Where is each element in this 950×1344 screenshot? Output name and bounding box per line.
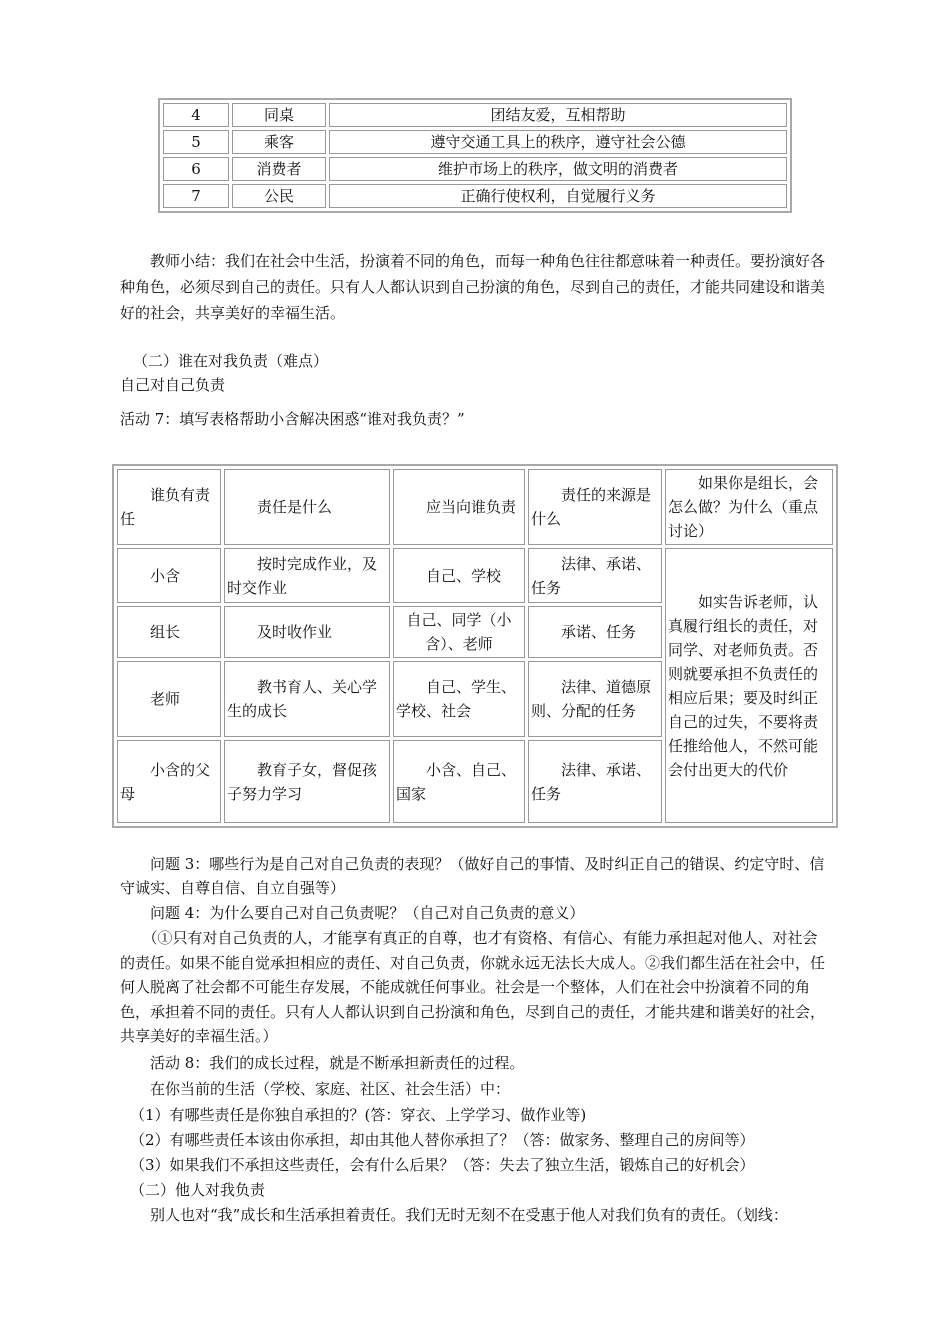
- duty-cell: 维护市场上的秩序，做文明的消费者: [329, 157, 787, 181]
- who-cell: 小含: [117, 548, 221, 602]
- role-cell: 消费者: [232, 157, 326, 181]
- activity-7: 活动 7：填写表格帮助小含解决困惑“谁对我负责？”: [120, 410, 465, 428]
- to-whom-cell: 自己、学生、学校、社会: [393, 661, 525, 737]
- header-to-whom: 应当向谁负责: [393, 469, 525, 545]
- section-title-who-responsible: （二）谁在对我负责（难点）: [133, 352, 329, 370]
- to-whom-cell: 自己、同学（小含）、老师: [393, 606, 525, 658]
- duty-cell: 团结友爱，互相帮助: [329, 103, 787, 127]
- what-cell: 按时完成作业，及时交作业: [224, 548, 390, 602]
- to-whom-cell: 小含、自己、国家: [393, 740, 525, 823]
- table-row: [163, 157, 787, 181]
- row-number: 4: [163, 103, 229, 127]
- answer-4: （①只有对自己负责的人，才能享有真正的自尊，也才有资格、有信心、有能力承担起对他人、对社会的责任。如果不能自觉承担相应的责任、对自己负责，你就永远无法长大成人。②我们都生活在社会中，任何人脱离了社会都不可能生存发展，不能成就任何事业。社会是一个整体，人们在社会中扮演着不同的角色，承担着不同的责任。只有人人都认识到自己扮演和角色，尽到自己的责任，才能共建和谐美好的社会，共享美好的幸福生活。）: [120, 929, 826, 1046]
- who-cell: 小含的父母: [117, 740, 221, 823]
- source-cell: 法律、承诺、任务: [528, 548, 662, 602]
- to-whom-cell: 自己、学校: [393, 548, 525, 602]
- current-life-prompt: 在你当前的生活（学校、家庭、社区、社会生活）中：: [150, 1080, 511, 1098]
- header-if-leader: 如果你是组长，会怎么做？为什么（重点讨论）: [665, 469, 833, 545]
- leader-answer-cell: 如实告诉老师，认真履行组长的责任，对同学、对老师负责。否则就要承担不负责任的相应后果；要及时纠正自己的过失，不要将责任推给他人，不然可能会付出更大的代价: [665, 548, 833, 823]
- duty-cell: 正确行使权利，自觉履行义务: [329, 184, 787, 208]
- table-row: [163, 103, 787, 127]
- list-item: （1）有哪些责任是你独自承担的？(答：穿衣、上学学习、做作业等): [130, 1106, 587, 1124]
- source-cell: 法律、道德原则、分配的任务: [528, 661, 662, 737]
- last-line: 别人也对“我”成长和生活承担着责任。我们无时无刻不在受惠于他人对我们负有的责任。（划线：: [150, 1206, 788, 1224]
- who-cell: 老师: [117, 661, 221, 737]
- role-cell: 同桌: [232, 103, 326, 127]
- what-cell: 教书育人、关心学生的成长: [224, 661, 390, 737]
- table-row: [163, 184, 787, 208]
- what-cell: 及时收作业: [224, 606, 390, 658]
- list-item: （3）如果我们不承担这些责任，会有什么后果？（答：失去了独立生活，锻炼自己的好机会）: [130, 1156, 755, 1174]
- header-who: 谁负有责任: [117, 469, 221, 545]
- subtitle-self-responsible: 自己对自己负责: [120, 376, 226, 394]
- header-what: 责任是什么: [224, 469, 390, 545]
- list-item: （2）有哪些责任本该由你承担，却由其他人替你承担了？（答：做家务、整理自己的房间等）: [130, 1131, 755, 1149]
- table-header-row: [117, 469, 833, 545]
- table-row: [117, 548, 833, 602]
- roles-table: [158, 98, 792, 213]
- row-number: 6: [163, 157, 229, 181]
- header-source: 责任的来源是什么: [528, 469, 662, 545]
- role-cell: 乘客: [232, 130, 326, 154]
- who-cell: 组长: [117, 606, 221, 658]
- what-cell: 教育子女，督促孩子努力学习: [224, 740, 390, 823]
- question-3: 问题 3：哪些行为是自己对自己负责的表现？（做好自己的事情、及时纠正自己的错误、约定守时、信守诚实、自尊自信、自立自强等）: [120, 855, 825, 897]
- row-number: 5: [163, 130, 229, 154]
- teacher-summary: 教师小结：我们在社会中生活，扮演着不同的角色，而每一种角色往往都意味着一种责任。要扮演好各种角色，必须尽到自己的责任。只有人人都认识到自己扮演的角色，尽到自己的责任，才能共同建设和谐美好的社会，共享美好的幸福生活。: [120, 252, 826, 322]
- table-row: [163, 130, 787, 154]
- row-number: 7: [163, 184, 229, 208]
- responsibility-table: [112, 464, 838, 828]
- activity-8: 活动 8：我们的成长过程，就是不断承担新责任的过程。: [150, 1054, 525, 1072]
- question-4: 问题 4：为什么要自己对自己负责呢？（自己对自己负责的意义）: [150, 904, 585, 922]
- source-cell: 法律、承诺、任务: [528, 740, 662, 823]
- role-cell: 公民: [232, 184, 326, 208]
- source-cell: 承诺、任务: [528, 606, 662, 658]
- section-title-others-responsible: （二）他人对我负责: [130, 1181, 266, 1199]
- duty-cell: 遵守交通工具上的秩序，遵守社会公德: [329, 130, 787, 154]
